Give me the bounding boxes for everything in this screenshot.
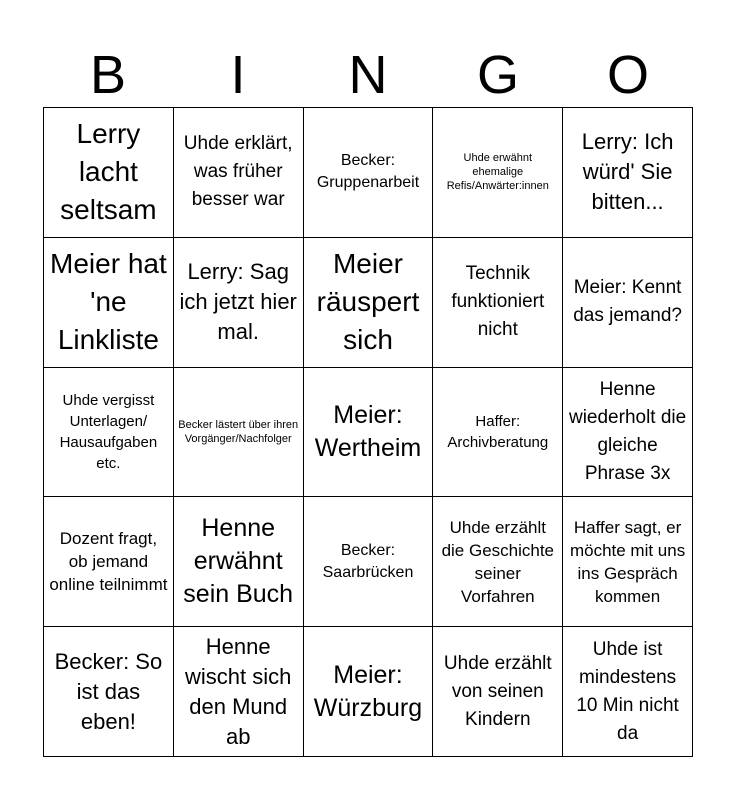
bingo-cell[interactable] — [304, 238, 434, 368]
cell-text: Meier: Wertheim — [314, 400, 422, 462]
bingo-cell[interactable] — [174, 368, 304, 498]
bingo-cell[interactable] — [44, 108, 174, 238]
cell-text: Henne erwähnt sein Buch — [183, 514, 294, 609]
cell-text: Becker: Saarbrücken — [322, 541, 414, 581]
cell-text: Meier: Würzburg — [313, 660, 423, 722]
bingo-cell[interactable] — [563, 238, 693, 368]
bingo-cell[interactable] — [433, 497, 563, 627]
cell-text: Dozent fragt, ob jemand online teilnimmt — [49, 529, 168, 595]
bingo-cell[interactable] — [433, 108, 563, 238]
bingo-cell[interactable] — [433, 368, 563, 498]
bingo-cell[interactable] — [44, 368, 174, 498]
header-letter-g: G — [476, 45, 519, 105]
bingo-cell[interactable] — [563, 497, 693, 627]
cell-text: Uhde vergisst Unterlagen/ Hausaufgaben etc. — [59, 391, 158, 472]
cell-text: Henne wiederholt die gleiche Phrase 3x — [568, 378, 687, 484]
bingo-cell[interactable] — [304, 627, 434, 757]
header-letter-n: N — [348, 45, 388, 105]
cell-text: Lerry: Sag ich jetzt hier mal. — [179, 259, 297, 345]
bingo-cell[interactable] — [304, 368, 434, 498]
bingo-cell[interactable] — [563, 368, 693, 498]
header-letter-o: O — [606, 45, 649, 105]
bingo-cell[interactable] — [44, 238, 174, 368]
cell-text: Becker: So ist das eben! — [54, 648, 163, 734]
bingo-cell[interactable] — [563, 108, 693, 238]
cell-text: Becker lästert über ihren Vorgänger/Nachfolger — [178, 418, 299, 445]
cell-text: Uhde erwähnt ehemalige Refis/Anwärter:innen — [446, 152, 549, 193]
cell-text: Lerry lacht seltsam — [60, 118, 157, 226]
cell-text: Meier hat 'ne Linkliste — [50, 248, 167, 356]
bingo-cell[interactable] — [563, 627, 693, 757]
cell-text: Meier räuspert sich — [316, 248, 420, 356]
bingo-cell[interactable] — [174, 108, 304, 238]
bingo-grid — [43, 107, 693, 757]
cell-text: Haffer: Archivberatung — [447, 412, 549, 451]
bingo-cell[interactable] — [174, 497, 304, 627]
cell-text: Haffer sagt, er möchte mit uns ins Gespräch kommen — [569, 517, 686, 606]
bingo-cell[interactable] — [174, 238, 304, 368]
bingo-cell[interactable] — [433, 238, 563, 368]
bingo-cell[interactable] — [433, 627, 563, 757]
bingo-cell[interactable] — [44, 497, 174, 627]
header-letter-b: B — [89, 45, 127, 105]
cell-text: Lerry: Ich würd' Sie bitten... — [581, 129, 674, 215]
cell-text: Uhde erzählt die Geschichte seiner Vorfahren — [441, 517, 555, 606]
bingo-header — [43, 44, 693, 106]
cell-text: Henne wischt sich den Mund ab — [185, 633, 292, 749]
bingo-cell[interactable] — [44, 627, 174, 757]
cell-text: Becker: Gruppenarbeit — [316, 152, 420, 192]
cell-text: Uhde erklärt, was früher besser war — [183, 133, 293, 211]
bingo-cell[interactable] — [304, 108, 434, 238]
header-letter-i: I — [230, 45, 246, 105]
cell-text: Uhde ist mindestens 10 Min nicht da — [576, 638, 679, 744]
bingo-cell[interactable] — [304, 497, 434, 627]
cell-text: Meier: Kennt das jemand? — [573, 277, 682, 327]
cell-text: Uhde erzählt von seinen Kindern — [443, 652, 552, 730]
cell-text: Technik funktioniert nicht — [451, 263, 545, 341]
bingo-cell[interactable] — [174, 627, 304, 757]
